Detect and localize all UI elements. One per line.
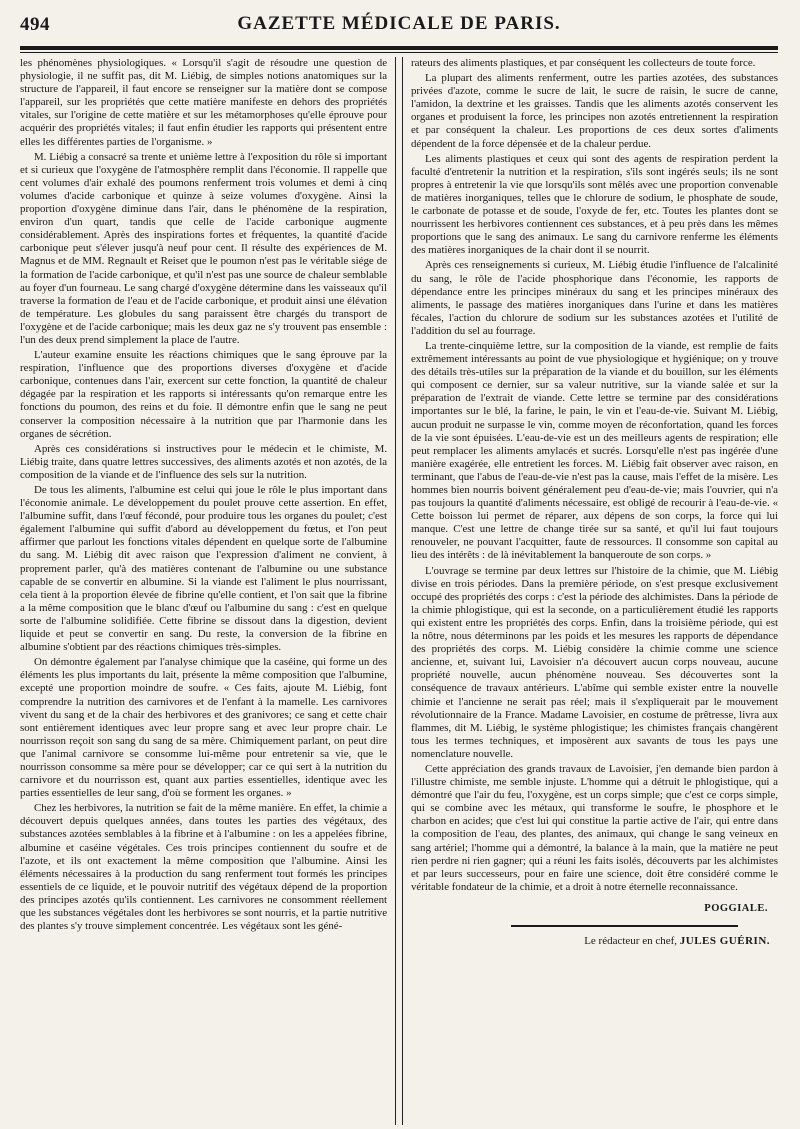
editor-name: JULES GUÉRIN. <box>679 935 771 947</box>
left-column <box>20 57 387 1125</box>
editor-prefix: Le rédacteur en chef, <box>584 935 678 947</box>
editor-line <box>411 935 770 948</box>
author-signature: POGGIALE. <box>704 902 769 914</box>
paragraph: La plupart des aliments renferment, outre les parties azotées, des substances privées d'azote, comme le sucre de lait, le sucre de raisin, le sucre de canne, l'amidon, la dextrine et les graisses. Tandis que les aliments azotés conservent les organes et produisent la force, les principes non azotés entretiennent la respiration et par conséquent la chaleur. Les proportions de ces deux sortes d'aliments dépendent de la force dépensée et de la chaleur perdue. <box>410 72 779 150</box>
paragraph: Cette appréciation des grands travaux de Lavoisier, j'en demande bien pardon à l'illustre chimiste, me semble injuste. L'homme qui a détruit le phlogistique, qui a démontré que l'air du feu, l'oxygène, est un corps simple; que c'est ce corps simple, qui se combine avec les métaux, qui transforme le soufre, le phosphore et le charbon en acides; que c'est lui qui constitue la partie active de l'air, qui entre dans la composition de l'eau, des plantes, des animaux, qui change le sang veineux en sang artériel; l'homme qui a démontré, la balance à la main, que la matière ne peut rien perdre ni rien gagner; qui a réuni les faits isolés, découverts par les alchimistes et par leurs successeurs, pour en faire une science, doit être considéré comme le véritable fondateur de la chimie, et a droit à notre éternelle reconnaissance. <box>410 762 779 893</box>
header-rule-thin <box>20 52 778 53</box>
paragraph: Les aliments plastiques et ceux qui sont des agents de respiration perdent la faculté d'entretenir la nutrition et la respiration, s'ils sont ingérés seuls; ils ne sont propres à entretenir la vie que lorsqu'ils sont mêlés avec une proportion convenable de matières inorganiques, telles que le chlorure de sodium, le phosphate de soude, le carbonate de potasse et de soude, l'oxyde de fer, etc. Toutes les plantes dont se nourrissent les herbivores contiennent ces substances, et à peu près dans les mêmes proportions que le sang des animaux. Le sang du carnivore renferme les éléments des matières inorganiques de la chair dont il se nourrit. <box>410 152 779 257</box>
paragraph: L'ouvrage se termine par deux lettres sur l'histoire de la chimie, que M. Liébig divise en trois périodes. Dans la première période, on s'est presque exclusivement occupé des propriétés des corps : c'est la période des alchimistes. Dans la période de la chimie phlogistique, qui est la seconde, on a particulièrement étudié les rapports qui existent entre les propriétés des corps. Enfin, dans la troisième période, qui est la nôtre, nous déterminons par les poids et les mesures les rapports de dépendance des propriétés des corps. M. Liébig considère la chimie comme une science ancienne, et, suivant lui, Lavoisier n'a découvert aucun corps nouveau, aucune propriété nouvelle, aucun phénomène nouveau. Ses découvertes sont la conséquence de travaux antérieurs. L'abîme qui semble exister entre la nouvelle chimie et l'ancienne ne serait pas réel; mais il s'expliquerait par le mouvement révolutionnaire de la France. Madame Lavoisier, en costume de prêtresse, livra aux flammes, dit M. Liébig, le système phlogistique; les chimistes français changèrent tous les termes techniques, et imposèrent aux savants de tous les pays une nomenclature nouvelle. <box>410 564 779 760</box>
right-column <box>411 57 778 1125</box>
paragraph: Chez les herbivores, la nutrition se fait de la même manière. En effet, la chimie a découvert depuis quelques années, dans toutes les parties des végétaux, des substances azotées semblables à la fibrine et à l'albumine : on les a appelées fibrine, albumine et caséine végétales. Ces trois principes contiennent du soufre et de l'azote, et ils ont exactement la même composition que l'albumine. Ainsi les éléments nécessaires à la production du sang renferment tout formés les principes essentiels de ce liquide, et le pouvoir nutritif des végétaux dépend de la proportion des principes azotés qu'ils contiennent. Les carnivores ne consomment réellement que les substances végétales dont les herbivores se sont nourris, et la partie nutritive des plantes s'y trouve simplement concentrée. Les végétaux sont les géné- <box>20 802 388 933</box>
paragraph: rateurs des aliments plastiques, et par conséquent les collecteurs de toute force. <box>410 57 756 69</box>
paragraph: Après ces renseignements si curieux, M. Liébig étudie l'influence de l'alcalinité du sang, le rôle de l'acide phosphorique dans l'économie, les rapports de dépendance entre les principes minéraux du sang et les principes minéraux des aliments, le passage des matières inorganiques dans l'urine et dans les matières fécales, l'action du chlorure de sodium sur les substances azotées et l'utilité de l'addition du sel au fourrage. <box>410 259 779 337</box>
paragraph: M. Liébig a consacré sa trente et unième lettre à l'exposition du rôle si important et si curieux que l'oxygène de l'atmosphère remplit dans l'économie. Il rappelle que cent volumes d'air exhalé des poumons renferment trois volumes et demi à cinq volumes d'acide carbonique et quinze à seize volumes d'oxygène. Ainsi la proportion d'oxygène diminue dans l'air, dans le phénomène de la respiration, environ d'un quart, tandis que celle de l'acide carbonique augmente considérablement. Après des inspirations fortes et fréquentes, la quantité d'acide carbonique peut s'élever jusqu'à neuf pour cent. Il résulte des expériences de M. Magnus et de MM. Regnault et Reiset que le poumon n'est pas le véritable siége de la formation de l'acide carbonique, et qu'il n'est pas une source de chaleur semblable au foyer d'un fourneau. Le sang chargé d'oxygène détermine dans les vaisseaux qu'il traverse la formation de l'eau et de l'acide carbonique, et produit ainsi une élévation de température. Les globules du sang paraissent être chargés du transport de l'oxygène et de l'acide carbonique; mais les deux gaz ne s'y trouvent pas ensemble : l'un des deux prend simplement la place de l'autre. <box>20 150 388 346</box>
paragraph: les phénomènes physiologiques. « Lorsqu'il s'agit de résoudre une question de physiologie, il ne suffit pas, dit M. Liébig, de simples notions anatomiques sur la structure de l'appareil, il faut encore se renseigner sur la matière dont se compose l'appareil, sur les propriétés que cette matière manifeste en dehors des propriétés vitales, sur l'origine de cette matière et sur les métamorphoses qu'elle éprouve pour acquérir des propriétés vitales; il faut enfin étudier les rapports qui présentent entre elles les différentes parties de l'organisme. » <box>20 57 388 148</box>
paragraph: La trente-cinquième lettre, sur la composition de la viande, est remplie de faits extrêmement intéressants au point de vue physiologique et hygiénique; on y trouve des détails très-utiles sur la préparation de la viande et du bouillon, sur les éléments qui composent ce dernier, sur sa valeur nutritive, sur la viande salée et sur la préparation de l'extrait de viande. Cette lettre se termine par des considérations importantes sur le blé, la farine, le pain, le vin et l'eau-de-vie. Suivant M. Liébig, aucun produit ne surpasse le vin, comme moyen de réconfortation, quand les forces de la vie sont épuisées. L'eau-de-vie est un des meilleurs agents de respiration; elle peut remplacer les aliments amylacés et sucrés. Lorsqu'elle n'est pas ingérée d'une manière exagérée, elle entretient les forces. M. Liébig fait observer avec raison, en terminant, que l'abus de l'eau-de-vie n'est pas la cause, mais l'effet de la misère. Les hommes bien nourris boivent généralement peu d'eau-de-vie; mais l'ouvrier, qui n'a pas toujours la quantité d'aliments nécessaire, est obligé de recourir à l'eau-de-vie. « Cette boisson lui permet de réparer, aux dépens de son corps, la force qui lui manque. C'est une lettre de change tirée sur sa santé, et qu'il lui faut toujours renouveler, ne pouvant l'acquitter, faute de ressources. Il consomme son capital au lieu des intérêts : de là inévitablement la banqueroute de son corps. » <box>410 339 779 562</box>
paragraph: De tous les aliments, l'albumine est celui qui joue le rôle le plus important dans l'économie animale. Le développement du poulet prouve cette assertion. En effet, l'albumine suffit, dans l'œuf fécondé, pour produire tous les organes du poulet; c'est également l'albumine qui suffit d'abord au développement du fœtus, et l'on peut affirmer que parlout les fonctions vitales dépendent en quelque sorte de l'albumine du sang. M. Liébig dit avec raison que l'expression d'aliment ne convient, à proprement parler, qu'à des matières contenant de l'albumine ou une substance capable de se convertir en albumine. Si la viande est l'aliment le plus nourrissant, cela tient à la proportion élevée de fibrine qu'elle contient, et l'on sait que la fibrine a la même composition que le blanc d'œuf ou l'albumine du sang : c'est en quelque sorte de l'albumine solidifiée. Cette fibrine se dissout dans la digestion, devient liquide et peut se convertir en sang. Du reste, la conversion de la fibrine en albumine s'obtient par des réactions chimiques très-simples. <box>20 484 388 654</box>
closing-rule <box>511 925 738 927</box>
journal-title: GAZETTE MÉDICALE DE PARIS. <box>237 13 561 34</box>
page-header <box>20 12 778 40</box>
paragraph: Après ces considérations si instructives pour le médecin et le chimiste, M. Liébig traite, dans quatre lettres successives, des aliments azotés et non azotés, de la composition de la viande et de l'influence des sels sur la nutrition. <box>20 442 388 481</box>
paragraph: L'auteur examine ensuite les réactions chimiques que le sang éprouve par la respiration, l'influence que des proportions diverses d'oxygène et d'acide carbonique, contenues dans l'air, exercent sur cette fonction, la quantité de chaleur dégagée par la respiration et les rapports si intéressants qu'on remarque entre les fonctions du poumon, des reins et du foie. Il démontre enfin que le sang ne peut conserver la composition nécessaire à la nutrition que par l'harmonie dans les organes de sécrétion. <box>20 349 388 440</box>
column-divider <box>395 57 403 1125</box>
paragraph: On démontre également par l'analyse chimique que la caséine, qui forme un des éléments les plus importants du lait, présente la même composition que l'albumine, excepté une proportion moindre de soufre. « Ces faits, ajoute M. Liébig, font comprendre la nutrition des carnivores et de l'enfant à la mamelle. Les carnivores vivent du sang et de la chair des herbivores et des granivores; ce sang et cette chair sont entièrement identiques avec leur propre sang et avec leur propre chair. Le nourrisson reçoit son sang du sang de sa mère. Chimiquement parlant, on peut dire que l'animal carnivore se consomme lui-même pour entretenir sa vie, que le nourrisson consomme sa mère pour se développer; car ce qui sert à la nutrition du carnivore et du nourrisson est, quant aux parties essentielles, identique avec les parties essentielles de leur sang, d'où se forment les organes. » <box>20 656 388 800</box>
page-number: 494 <box>20 14 50 35</box>
header-rule-thick <box>20 46 778 50</box>
text-columns <box>20 57 778 1125</box>
